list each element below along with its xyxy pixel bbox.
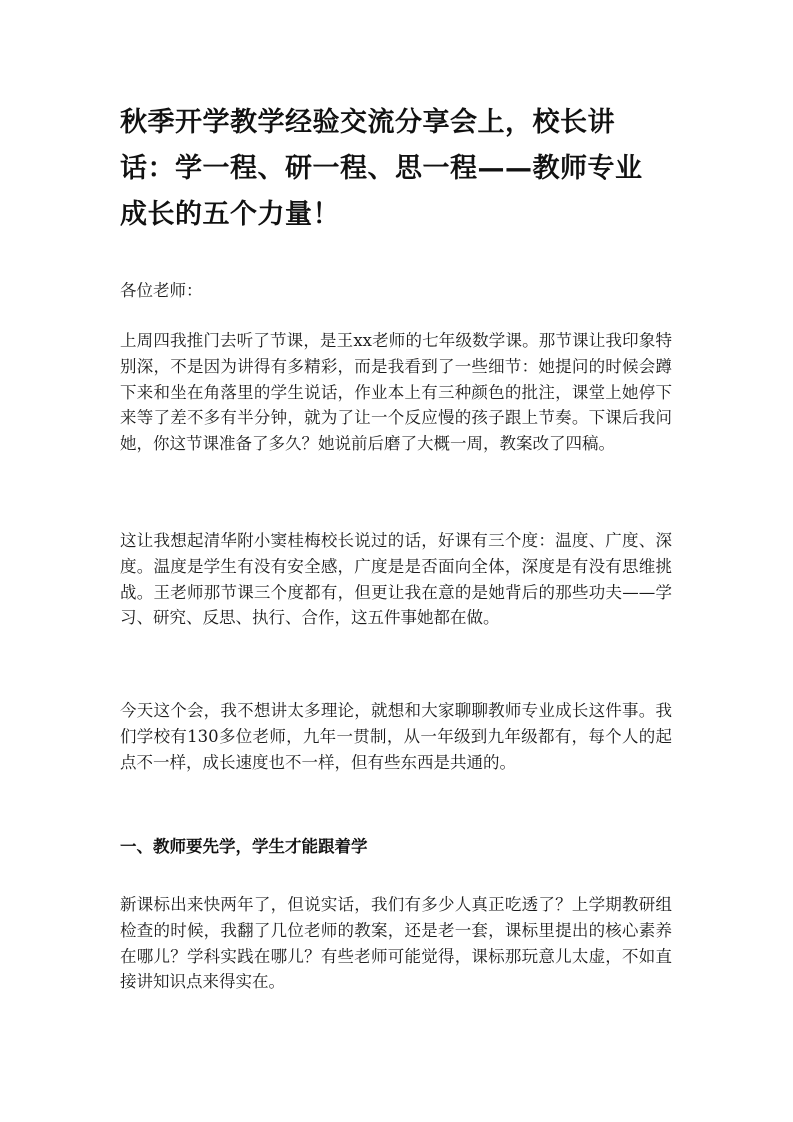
paragraph-classroom-observation: 上周四我推门去听了节课，是王xx老师的七年级数学课。那节课让我印象特别深，不是因为讲得有多精彩，而是我看到了一些细节：她提问的时候会蹲下来和坐在角落里的学生说话，作业本上有三种颜色的批注，课堂上她停下来等了差不多有半分钟，就为了让一个反应慢的孩子跟上节奏。下课后我问她，你这节课准备了多久？她说前后磨了大概一周，教案改了四稿。: [120, 331, 672, 454]
greeting: 各位老师：: [120, 281, 203, 300]
paragraph-meeting-purpose: 今天这个会，我不想讲太多理论，就想和大家聊聊教师专业成长这件事。我们学校有130多位老师，九年一贯制，从一年级到九年级都有，每个人的起点不一样，成长速度也不一样，但有些东西是共通的。: [120, 701, 672, 772]
document-title: 秋季开学教学经验交流分享会上，校长讲话：学一程、研一程、思一程——教师专业成长的五个力量！: [120, 107, 643, 230]
paragraph-three-degrees: 这让我想起清华附小窦桂梅校长说过的话，好课有三个度：温度、广度、深度。温度是学生有没有安全感，广度是是否面向全体，深度是有没有思维挑战。王老师那节课三个度都有，但更让我在意的是她背后的那些功夫——学习、研究、反思、执行、合作，这五件事她都在做。: [120, 531, 672, 628]
paragraph-curriculum-standards: 新课标出来快两年了，但说实话，我们有多少人真正吃透了？上学期教研组检查的时候，我翻了几位老师的教案，还是老一套，课标里提出的核心素养在哪儿？学科实践在哪儿？有些老师可能觉得，课标那玩意儿太虚，不如直接讲知识点来得实在。: [120, 895, 672, 992]
section-heading-1: 一、教师要先学，学生才能跟着学: [120, 837, 368, 856]
